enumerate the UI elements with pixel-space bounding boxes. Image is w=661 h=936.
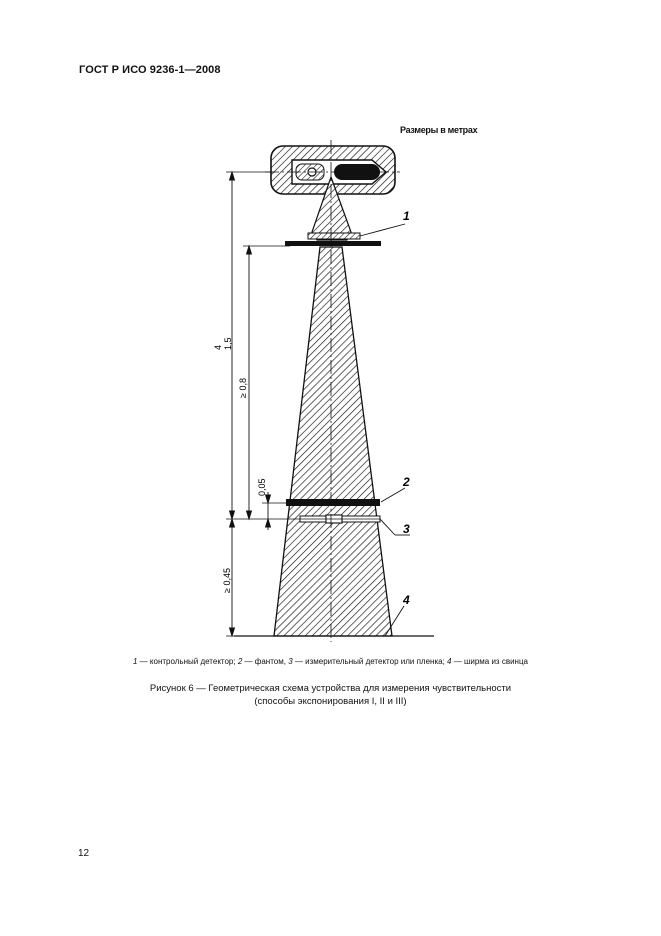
phantom [286,499,380,506]
callout-1: 1 [403,209,410,223]
diaphragm-plate [285,241,381,246]
legend-item-1: 1 — контрольный детектор; [132,657,236,666]
dim-gap-label: 0,05 [257,478,267,496]
callout-3: 3 [403,522,410,536]
legend-item-4: 4 — ширма из свинца [447,657,528,666]
legend-item-3: 3 — измерительный детектор или пленка; [288,657,445,666]
caption-line-1: Рисунок 6 — Геометрическая схема устройства для измерения чувствительности [149,683,512,694]
main-beam-cone [274,247,392,636]
document-header: ГОСТ Р ИСО 9236-1—2008 [79,64,221,76]
page-number: 12 [78,848,90,859]
measuring-detector [300,515,380,523]
figure-caption [0,682,661,708]
units-note: Размеры в метрах [400,125,478,135]
caption-line-2: (способы экспонирования I, II и III) [254,696,407,707]
callout-4: 4 [403,593,410,607]
legend-item-2: 2 — фантом, [237,657,286,666]
reference-detector [308,233,360,239]
dimension-lines [230,172,271,636]
dim-total-label: 4 [213,344,223,350]
dim-screen-label: ≥ 0,45 [222,568,232,593]
dim-upper-label: 1,5 [223,337,233,350]
dim-source-phantom-label: ≥ 0,8 [238,378,248,398]
figure-legend [0,657,661,666]
callout-2: 2 [403,475,410,489]
